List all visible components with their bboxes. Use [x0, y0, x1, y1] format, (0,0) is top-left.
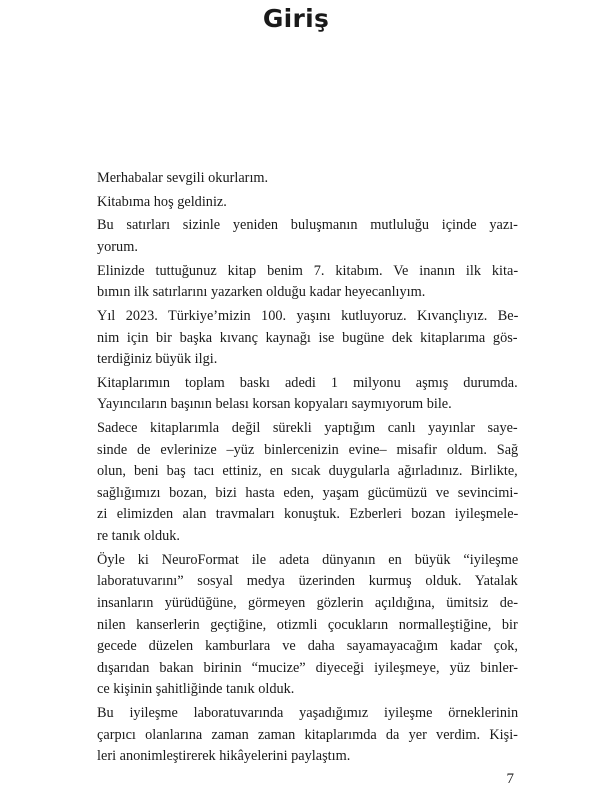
page-number: 7 [506, 771, 514, 787]
paragraph [97, 550, 518, 701]
text-line: gecede düzelen kamburlara ve daha sayamayacağım kadar çok, [97, 638, 518, 655]
text-line: Yayıncıların başının belası korsan kopyaları saymıyorum bile. [97, 396, 452, 413]
text-line: terdiğiniz büyük ilgi. [97, 351, 218, 368]
text-line: sinde de evlerinize –yüz binlercenizin evine– misafir oldum. Sağ [97, 441, 518, 458]
text-line: insanların yürüdüğüne, görmeyen gözlerin açıldığına, ümitsiz de- [97, 594, 518, 611]
text-line: re tanık olduk. [97, 528, 180, 545]
text-line: Bu satırları sizinle yeniden buluşmanın mutluluğu içinde yazı- [97, 217, 518, 234]
paragraph [97, 306, 518, 371]
chapter-title: Giriş [262, 4, 330, 33]
paragraph [97, 373, 518, 416]
text-line: ce kişinin şahitliğinde tanık olduk. [97, 681, 295, 698]
paragraph [97, 215, 518, 258]
paragraph [97, 418, 518, 548]
text-line: yorum. [97, 238, 138, 255]
text-line: Öyle ki NeuroFormat ile adeta dünyanın en büyük “iyileşme [97, 551, 518, 568]
text-line: olun, beni baş tacı ettiniz, en sıcak duygularla ağırladınız. Birlikte, [97, 463, 518, 480]
text-line: laboratuvarını” sosyal medya üzerinden kurmuş olduk. Yatalak [97, 573, 518, 590]
text-line: nim için bir başka kıvanç kaynağı ise bugüne dek kitaplarıma gös- [97, 329, 518, 346]
text-line: Sadece kitaplarımla değil sürekli yaptığım canlı yayınlar saye- [97, 420, 518, 437]
text-line: çarpıcı olanlarına zaman zaman kitaplarımda da yer verdim. Kişi- [97, 726, 518, 743]
text-line: Kitaplarımın toplam baskı adedi 1 milyonu aşmış durumda. [97, 374, 518, 391]
text-line: Merhabalar sevgili okurlarım. [97, 170, 269, 186]
text-line: dışarıdan bakan birinin “mucize” diyeceği iyileşmeye, yüz binler- [97, 659, 518, 676]
text-line: nilen kanserlerin geçtiğine, otizmli çocukların normalleştiğine, bir [97, 616, 518, 633]
text-line: Yıl 2023. Türkiye’mizin 100. yaşını kutluyoruz. Kıvançlıyız. Be- [97, 307, 518, 324]
text-line: Elinizde tuttuğunuz kitap benim 7. kitabım. Ve inanın ilk kita- [97, 262, 518, 279]
paragraph [97, 192, 518, 214]
text-line: leri anonimleştirerek hikâyelerini paylaştım. [97, 748, 351, 765]
paragraph [97, 168, 518, 190]
text-line: Kitabıma hoş geldiniz. [97, 193, 227, 210]
paragraph [97, 261, 518, 304]
text-line: bımın ilk satırlarını yazarken olduğu kadar heyecanlıyım. [97, 284, 426, 301]
body-text [97, 168, 518, 770]
text-line: zi elimizden alan travmaları konuştuk. Ezberleri bozan iyileşmele- [97, 506, 518, 523]
text-line: Bu iyileşme laboratuvarında yaşadığımız iyileşme örneklerinin [97, 705, 518, 721]
paragraph [97, 703, 518, 768]
text-line: sağlığımızı bozan, bizi hasta eden, yaşam gücümüzü ve sevincimi- [97, 484, 518, 501]
